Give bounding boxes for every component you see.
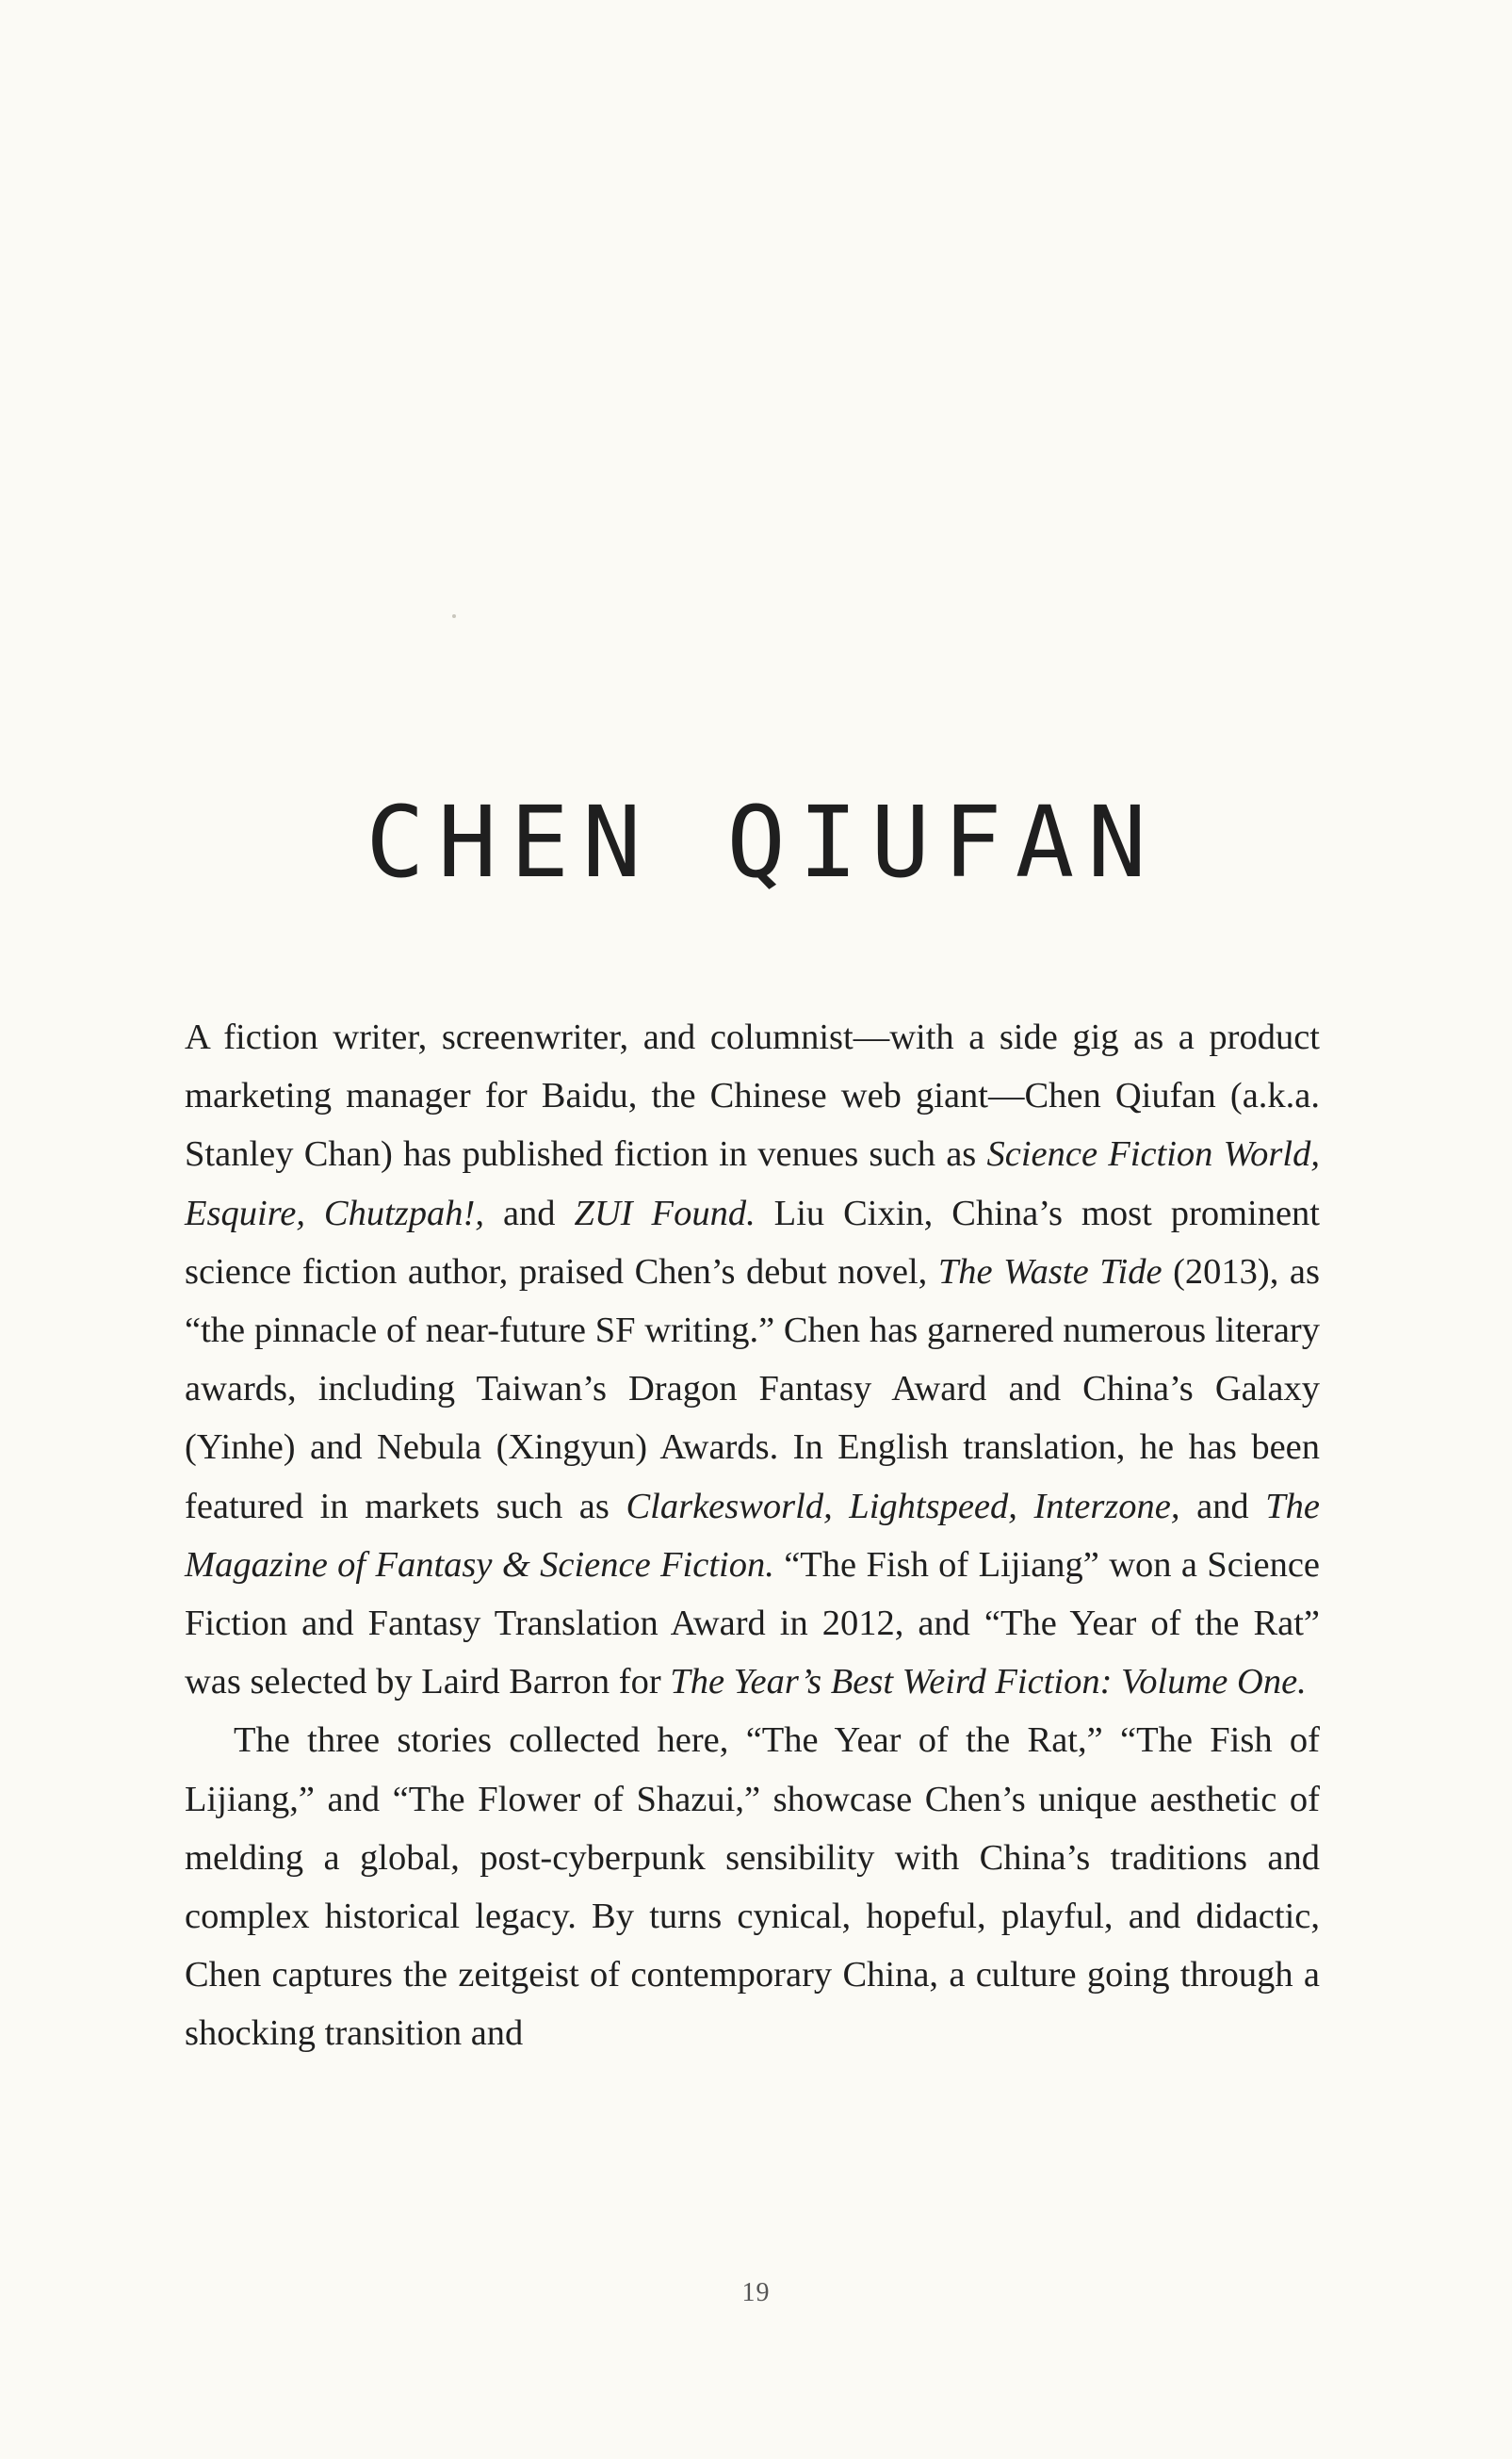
venues-italic: Science Fiction World, Esquire, Chutzpah!, (185, 1134, 1320, 1233)
bio-text-2: and (484, 1193, 575, 1233)
markets-italic: Clarkesworld, Lightspeed, Interzone, (626, 1486, 1180, 1526)
page-number: 19 (741, 2278, 771, 2307)
weird-fiction-italic: The Year’s Best Weird Fiction: Volume One. (670, 1662, 1307, 1702)
chapter-title: CHEN QIUFAN (366, 785, 1160, 900)
waste-tide-italic: The Waste Tide (937, 1251, 1162, 1292)
body-text (185, 1008, 1320, 2063)
paragraph-stories-overview: The three stories collected here, “The Year of the Rat,” “The Fish of Lijiang,” and “The Flower of Shazui,” showcase Chen’s unique aesthetic of melding a global, post-cyberpunk sensibility with China’s traditions and complex historical legacy. By turns cynical, hopeful, playful, and didactic, Chen captures the zeitgeist of contemporary China, a culture going through a shocking transition and (185, 1720, 1320, 2054)
bio-text-4: (2013), as “the pinnacle of near-future SF writing.” Chen has garnered numerous literary awards, including Taiwan’s Dragon Fantasy Award and China’s Galaxy (Yinhe) and Nebula (Xingyun) Awards. In English translation, he has been featured in markets such as (185, 1251, 1320, 1526)
bio-text-1: A fiction writer, screenwriter, and columnist—with a side gig as a product marketing manager for Baidu, the Chinese web giant—Chen Qiufan (a.k.a. Stanley Chan) has published fiction in venues such as (185, 1018, 1320, 1175)
bio-text-6: “The Fish of Lijiang” won a Science Fiction and Fantasy Translation Award in 2012, and “The Year of the Rat” was selected by Laird Barron for (185, 1544, 1320, 1702)
bio-text-3: Liu Cixin, China’s most prominent science fiction author, praised Chen’s debut novel, (185, 1193, 1320, 1292)
bio-text-5: and (1179, 1486, 1266, 1526)
stray-ink-mark (452, 614, 456, 618)
fsf-magazine-italic: The Magazine of Fantasy & Science Fiction. (185, 1486, 1320, 1585)
zui-found-italic: ZUI Found. (574, 1193, 756, 1233)
paragraph-author-bio (185, 1008, 1320, 1711)
